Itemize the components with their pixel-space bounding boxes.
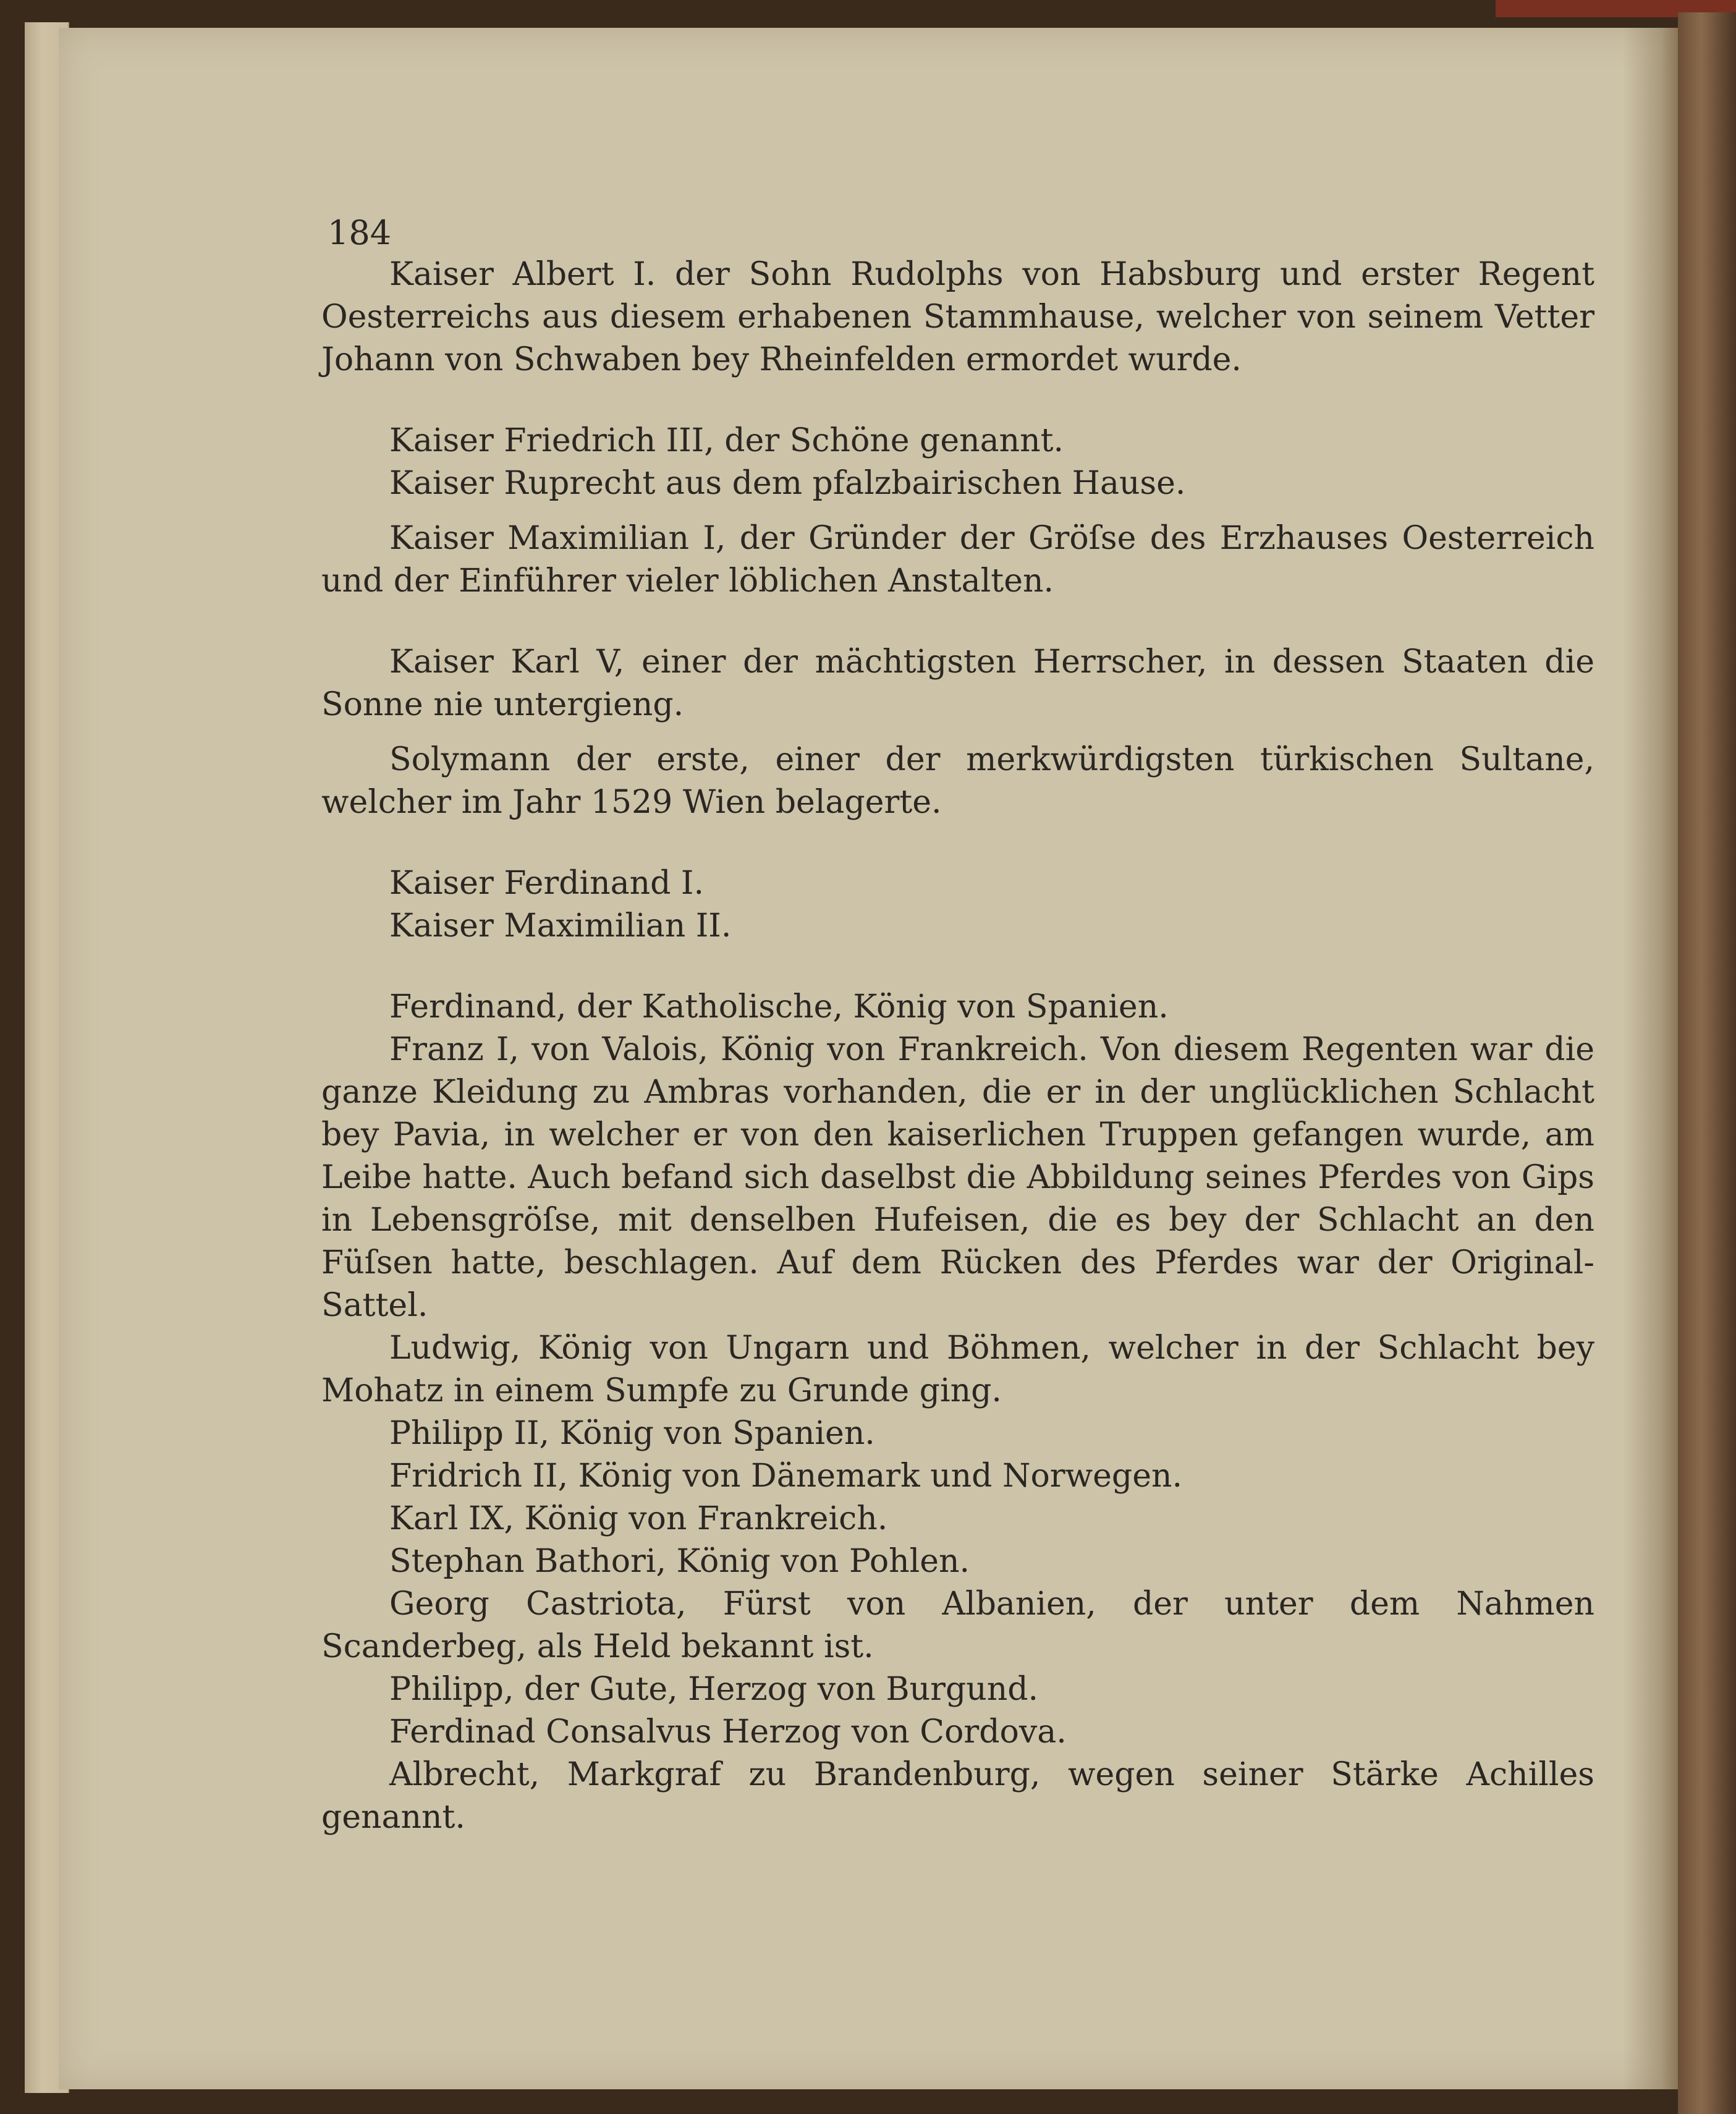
page-body xyxy=(321,210,1594,1839)
entry-ludwig: Ludwig, König von Ungarn und Böhmen, welcher in der Schlacht bey Mohatz in einem Sumpfe zu Grunde ging. xyxy=(321,1330,1594,1409)
page-number: 184 xyxy=(328,213,392,252)
entry-stephan-bathori: Stephan Bathori, König von Pohlen. xyxy=(389,1543,970,1580)
entry-karl-v: Kaiser Karl V, einer der mächtigsten Herrscher, in dessen Staaten die Sonne nie untergieng. xyxy=(321,643,1594,723)
entry-maximilian-ii: Kaiser Maximilian II. xyxy=(389,907,732,945)
entry-georg-castriota: Georg Castriota, Fürst von Albanien, der unter dem Nahmen Scanderbeg, als Held bekannt ist. xyxy=(321,1586,1594,1665)
entry-maximilian-i: Kaiser Maximilian I, der Gründer der Gröſse des Erzhauses Oesterreich und der Einführer vieler löblichen Anstalten. xyxy=(321,520,1594,600)
entry-fridrich-ii: Fridrich II, König von Dänemark und Norwegen. xyxy=(389,1458,1183,1495)
entry-philipp-ii: Philipp II, König von Spanien. xyxy=(389,1415,875,1452)
entry-solymann: Solymann der erste, einer der merkwürdigsten türkischen Sultane, welcher im Jahr 1529 Wien belagerte. xyxy=(321,741,1594,821)
page-gutter-shadow xyxy=(1622,28,1678,2089)
entry-ferdinand-katholische: Ferdinand, der Katholische, König von Spanien. xyxy=(389,988,1169,1025)
book-spine-edge xyxy=(1678,12,1736,2114)
entry-karl-ix: Karl IX, König von Frankreich. xyxy=(389,1500,888,1537)
entry-franz-i: Franz I, von Valois, König von Frankreich. Von diesem Regenten war die ganze Kleidung zu Ambras vorhanden, die er in der unglücklichen Schlacht bey Pavia, in welcher er von den kaiserlichen Truppen gefangen wurde, am Leibe hatte. Auch befand sich daselbst die Abbildung seines Pferdes von Gips in Lebensgröſse, mit denselben Hufeisen, die es bey der Schlacht an den Füſsen hatte, beschlagen. Auf dem Rücken des Pferdes war der Original-Sattel. xyxy=(321,1031,1594,1324)
entry-albert: Kaiser Albert I. der Sohn Rudolphs von Habsburg und erster Regent Oesterreichs aus diesem erhabenen Stammhause, welcher von seinem Vetter Johann von Schwaben bey Rheinfelden ermordet wurde. xyxy=(321,256,1594,378)
entry-friedrich-iii: Kaiser Friedrich III, der Schöne genannt. xyxy=(389,422,1064,459)
entry-ferdinand-i: Kaiser Ferdinand I. xyxy=(389,865,704,902)
entry-philipp-gute: Philipp, der Gute, Herzog von Burgund. xyxy=(389,1671,1039,1708)
entry-ferdinad-consalvus: Ferdinad Consalvus Herzog von Cordova. xyxy=(389,1713,1067,1751)
entry-albrecht: Albrecht, Markgraf zu Brandenburg, wegen seiner Stärke Achilles genannt. xyxy=(321,1756,1594,1836)
entry-ruprecht: Kaiser Ruprecht aus dem pfalzbairischen Hause. xyxy=(389,465,1186,502)
